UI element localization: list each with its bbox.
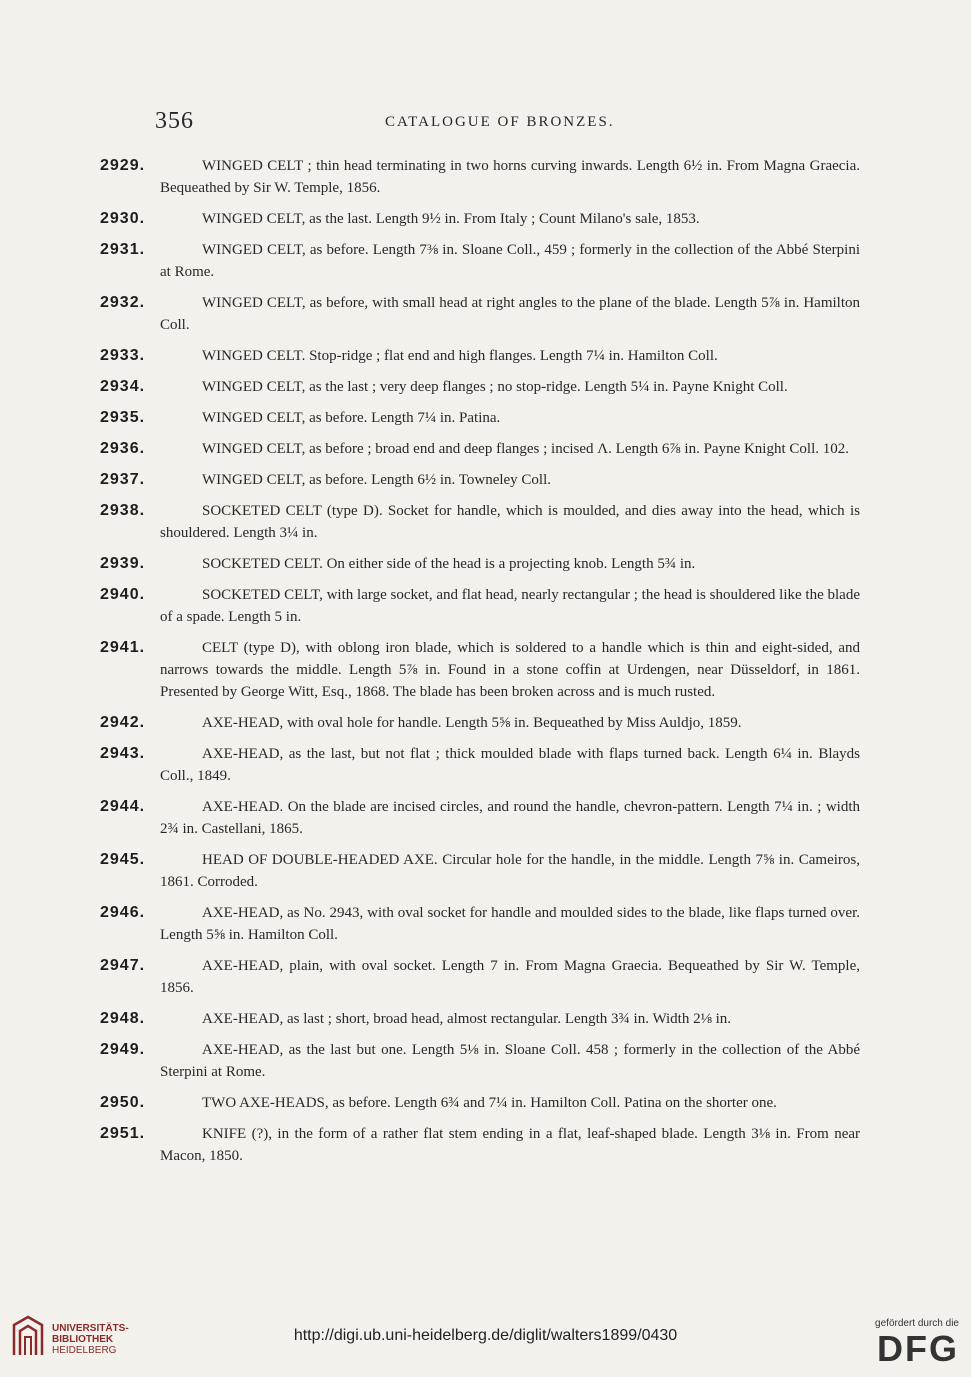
entry-description: AXE-HEAD. On the blade are incised circles, and round the handle, chevron-pattern. Length 7¼ in. ; width 2¾ in. Castellani, 1865.	[160, 799, 860, 837]
entry-number: 2946.	[100, 904, 146, 921]
entry-number: 2945.	[100, 851, 146, 868]
entry-description: WINGED CELT ; thin head terminating in two horns curving inwards. Length 6½ in. From Magna Graecia. Bequeathed by Sir W. Temple, 1856.	[160, 158, 860, 196]
catalogue-entry	[100, 469, 860, 491]
entry-description: WINGED CELT, as before. Length 7⅜ in. Sloane Coll., 459 ; formerly in the collection of the Abbé Sterpini at Rome.	[160, 242, 860, 280]
sponsor-block	[849, 1318, 959, 1369]
library-name-line2: BIBLIOTHEK	[52, 1334, 114, 1345]
entry-number: 2929.	[100, 157, 146, 174]
page-header	[155, 108, 855, 138]
entry-number: 2937.	[100, 471, 146, 488]
entry-description: WINGED CELT, as before. Length 6½ in. Towneley Coll.	[202, 472, 552, 488]
catalogue-entry	[100, 1039, 860, 1083]
entry-description: WINGED CELT, as before ; broad end and deep flanges ; incised Λ. Length 6⅞ in. Payne Knight Coll. 102.	[202, 441, 849, 457]
catalogue-entry	[100, 553, 860, 575]
entry-description: WINGED CELT, as before. Length 7¼ in. Patina.	[202, 410, 501, 426]
footer	[0, 1300, 971, 1377]
entry-description: CELT (type D), with oblong iron blade, which is soldered to a handle which is thin and eight-sided, and narrows towards the middle. Length 5⅞ in. Found in a stone coffin at Urdengen, near Düsseldorf, in 1861. Presented by George Witt, Esq., 1868. The blade has been broken across and is much rusted.	[160, 640, 860, 700]
entry-description: AXE-HEAD, as the last but one. Length 5⅛ in. Sloane Coll. 458 ; formerly in the collection of the Abbé Sterpini at Rome.	[160, 1042, 860, 1080]
page-number: 356	[155, 108, 194, 134]
entry-description: AXE-HEAD, as No. 2943, with oval socket for handle and moulded sides to the blade, like flaps turned over. Length 5⅝ in. Hamilton Coll.	[160, 905, 860, 943]
entry-description: SOCKETED CELT (type D). Socket for handle, which is moulded, and dies away into the head, which is shouldered. Length 3¼ in.	[160, 503, 860, 541]
sponsor-label: gefördert durch die	[875, 1318, 959, 1329]
entry-number: 2931.	[100, 241, 146, 258]
entry-number: 2938.	[100, 502, 146, 519]
entry-description: WINGED CELT. Stop-ridge ; flat end and high flanges. Length 7¼ in. Hamilton Coll.	[202, 348, 718, 364]
catalogue-entries	[100, 155, 860, 1176]
entry-number: 2939.	[100, 555, 146, 572]
catalogue-entry	[100, 1123, 860, 1167]
entry-number: 2951.	[100, 1125, 146, 1142]
entry-number: 2944.	[100, 798, 146, 815]
catalogue-entry	[100, 796, 860, 840]
catalogue-entry	[100, 208, 860, 230]
entry-number: 2934.	[100, 378, 146, 395]
entry-number: 2930.	[100, 210, 146, 227]
entry-number: 2940.	[100, 586, 146, 603]
entry-number: 2942.	[100, 714, 146, 731]
entry-description: WINGED CELT, as before, with small head at right angles to the plane of the blade. Length 5⅞ in. Hamilton Coll.	[160, 295, 860, 333]
source-url-link[interactable]: http://digi.ub.uni-heidelberg.de/diglit/walters1899/0430	[293, 1327, 678, 1344]
entry-description: KNIFE (?), in the form of a rather flat stem ending in a flat, leaf-shaped blade. Length 3⅛ in. From near Macon, 1850.	[160, 1126, 860, 1164]
library-name-line3: HEIDELBERG	[52, 1345, 117, 1356]
entry-description: AXE-HEAD, plain, with oval socket. Length 7 in. From Magna Graecia. Bequeathed by Sir W. Temple, 1856.	[160, 958, 860, 996]
entry-number: 2947.	[100, 957, 146, 974]
entry-number: 2950.	[100, 1094, 146, 1111]
entry-description: TWO AXE-HEADS, as before. Length 6¾ and 7¼ in. Hamilton Coll. Patina on the shorter one.	[202, 1095, 777, 1111]
entry-description: AXE-HEAD, with oval hole for handle. Length 5⅝ in. Bequeathed by Miss Auldjo, 1859.	[202, 715, 742, 731]
catalogue-entry	[100, 743, 860, 787]
catalogue-entry	[100, 292, 860, 336]
catalogue-entry	[100, 584, 860, 628]
catalogue-entry	[100, 849, 860, 893]
entry-number: 2948.	[100, 1010, 146, 1027]
entry-number: 2941.	[100, 639, 146, 656]
catalogue-entry	[100, 239, 860, 283]
catalogue-entry	[100, 155, 860, 199]
entry-number: 2936.	[100, 440, 146, 457]
catalogue-entry	[100, 438, 860, 460]
entry-number: 2933.	[100, 347, 146, 364]
catalogue-entry	[100, 1092, 860, 1114]
dfg-logo[interactable]: DFG	[877, 1328, 959, 1369]
catalogue-entry	[100, 376, 860, 398]
entry-description: SOCKETED CELT, with large socket, and flat head, nearly rectangular ; the head is shouldered like the blade of a spade. Length 5 in.	[160, 587, 860, 625]
catalogue-entry	[100, 902, 860, 946]
entry-number: 2935.	[100, 409, 146, 426]
catalogue-entry	[100, 407, 860, 429]
catalogue-entry	[100, 500, 860, 544]
entry-number: 2949.	[100, 1041, 146, 1058]
entry-description: SOCKETED CELT. On either side of the head is a projecting knob. Length 5¾ in.	[202, 556, 696, 572]
catalogue-entry	[100, 712, 860, 734]
library-name-line1: UNIVERSITÄTS-	[52, 1323, 129, 1334]
catalogue-entry	[100, 955, 860, 999]
entry-description: HEAD OF DOUBLE-HEADED AXE. Circular hole for the handle, in the middle. Length 7⅝ in. Cameiros, 1861. Corroded.	[160, 852, 860, 890]
catalogue-entry	[100, 1008, 860, 1030]
entry-description: AXE-HEAD, as last ; short, broad head, almost rectangular. Length 3¾ in. Width 2⅛ in.	[202, 1011, 732, 1027]
running-title: CATALOGUE OF BRONZES.	[385, 114, 615, 130]
entry-number: 2943.	[100, 745, 146, 762]
entry-description: AXE-HEAD, as the last, but not flat ; thick moulded blade with flaps turned back. Length 6¼ in. Blayds Coll., 1849.	[160, 746, 860, 784]
entry-number: 2932.	[100, 294, 146, 311]
entry-description: WINGED CELT, as the last. Length 9½ in. From Italy ; Count Milano's sale, 1853.	[202, 211, 700, 227]
catalogue-entry	[100, 345, 860, 367]
entry-description: WINGED CELT, as the last ; very deep flanges ; no stop-ridge. Length 5¼ in. Payne Knight Coll.	[202, 379, 788, 395]
catalogue-entry	[100, 637, 860, 703]
